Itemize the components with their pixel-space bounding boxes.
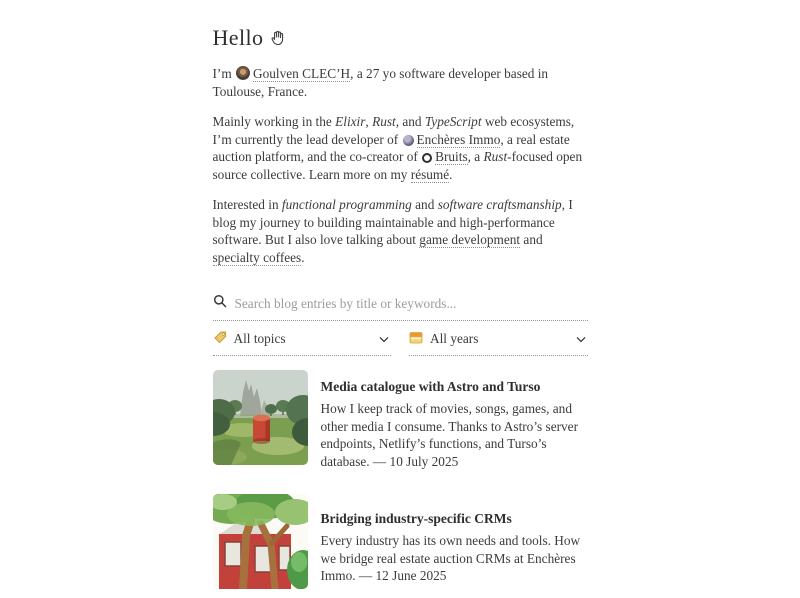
entry-description	[321, 400, 588, 470]
emphasis-text: Rust	[372, 114, 396, 129]
intro-paragraph-1	[213, 65, 588, 100]
years-filter-select[interactable]	[409, 330, 588, 356]
text-segment: web ecosystems, I’m currently the lead developer of	[212, 114, 575, 147]
bruits-favicon-icon	[422, 153, 432, 163]
search-input[interactable]	[235, 296, 588, 312]
intro-paragraph-3	[213, 196, 588, 266]
text-segment: ,	[365, 114, 373, 129]
text-segment: and	[520, 232, 543, 247]
text-segment: , a 27 yo software developer based in Toulouse, France.	[212, 66, 549, 99]
emphasis-text: TypeScript	[424, 114, 482, 129]
text-segment: , a	[467, 149, 484, 164]
page-title	[213, 25, 588, 51]
emphasis-text: functional programming	[281, 197, 412, 212]
text-segment: , I blog my journey to building maintainable and high-performance software. But I also love talking about	[212, 197, 573, 247]
text-segment: I’m	[212, 66, 236, 81]
search-icon	[213, 294, 227, 313]
text-segment: How I keep track of movies, songs, games, and other media I consume. Thanks to Astro’s server endpoints, Netlify’s functions, and Turso’s database. — 10 July 2025	[320, 401, 579, 469]
search-bar	[213, 294, 588, 321]
text-segment: .	[301, 249, 305, 265]
avatar-icon	[236, 66, 250, 80]
chevron-down-icon	[576, 331, 588, 347]
entry-text-block	[321, 494, 588, 598]
game-development-link[interactable]: game development	[419, 232, 521, 247]
blog-entry-list	[213, 370, 588, 598]
text-segment: , a real estate auction platform, and the co-creator of	[212, 131, 570, 164]
years-filter-label: All years	[430, 331, 479, 346]
chevron-down-icon	[379, 331, 391, 347]
intro-paragraph-2	[213, 113, 588, 183]
resume-link[interactable]: résumé	[410, 166, 450, 182]
emphasis-text: Rust	[483, 149, 508, 164]
entry-text-block	[321, 370, 588, 483]
entry-title: Media catalogue with Astro and Turso	[320, 379, 541, 394]
encheres-immo-link[interactable]: Enchères Immo	[416, 131, 501, 147]
goulven-clec-h-link[interactable]: Goulven CLEC’H	[253, 66, 351, 81]
calendar-icon	[409, 331, 423, 348]
wave-hand-icon	[270, 30, 286, 46]
emphasis-text: Elixir	[335, 114, 366, 129]
blog-entry-bridging-crms[interactable]	[213, 494, 588, 598]
text-segment: -focused open source collective. Learn more on my	[212, 149, 583, 182]
entry-title: Bridging industry-specific CRMs	[320, 511, 512, 526]
entry-description	[321, 532, 588, 585]
bruits-link[interactable]: Bruits	[435, 149, 468, 164]
blog-entry-media-catalogue[interactable]	[213, 370, 588, 483]
text-segment: Interested in	[212, 197, 282, 212]
tag-icon	[213, 330, 227, 348]
text-segment: Every industry has its own needs and tools. How we bridge real estate auction CRMs at Enchères Immo. — 12 June 2025	[320, 533, 581, 583]
entry-thumbnail-painted-park	[213, 370, 308, 465]
text-segment: .	[449, 166, 453, 182]
content-column	[213, 0, 588, 598]
filter-row	[213, 330, 588, 356]
topics-filter-label: All topics	[233, 331, 286, 346]
encheres-favicon-icon	[403, 135, 414, 146]
text-segment: Mainly working in the	[212, 114, 336, 129]
entry-thumbnail-painted-barn	[213, 494, 308, 589]
topics-filter-select[interactable]	[213, 330, 392, 356]
text-segment: , and	[395, 114, 425, 129]
specialty-coffees-link[interactable]: specialty coffees	[212, 249, 302, 265]
emphasis-text: software craftsmanship	[437, 197, 562, 212]
greeting-text: Hello	[212, 25, 264, 50]
text-segment: and	[411, 197, 438, 212]
